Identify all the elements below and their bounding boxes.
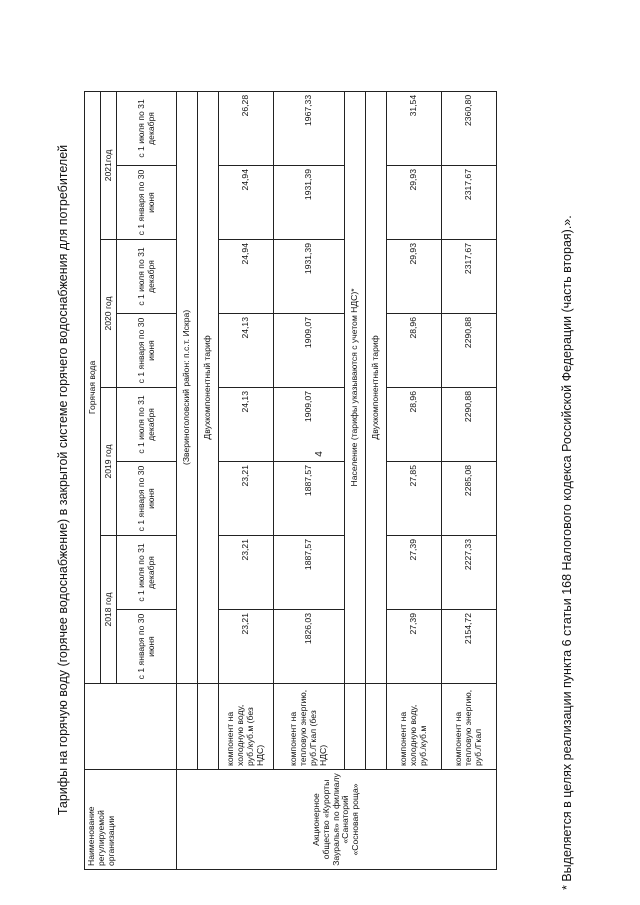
tariff-value: 1931,39: [274, 166, 345, 240]
tariff-value: 1826,03: [274, 610, 345, 684]
tariff-value: 24,13: [219, 314, 274, 388]
org-column-header: Наименование регулируемой организации: [85, 770, 177, 870]
tariff-value: 29,93: [387, 240, 442, 314]
period-header: с 1 января по 30 июня: [117, 610, 177, 684]
tariff-value: 2285,08: [442, 462, 497, 536]
period-header: с 1 июля по 31 декабря: [117, 91, 177, 165]
row-label: компонент на тепловую энергию, руб./Гкал: [442, 684, 497, 770]
tariff-value: 2227,33: [442, 536, 497, 610]
tariff-value: 1887,57: [274, 462, 345, 536]
section-spacer: [345, 684, 366, 770]
period-header: с 1 января по 30 июня: [117, 314, 177, 388]
row-label: компонент на холодную воду, руб./куб.м (без НДС): [219, 684, 274, 770]
tariff-value: 27,39: [387, 610, 442, 684]
tariff-value: 1909,07: [274, 388, 345, 462]
tariff-value: 2290,88: [442, 388, 497, 462]
tariff-value: 23,21: [219, 462, 274, 536]
tariff-value: 2360,80: [442, 91, 497, 165]
row-label: компонент на холодную воду, руб./куб.м: [387, 684, 442, 770]
rotated-content: [50, 70, 590, 890]
tariff-value: 27,85: [387, 462, 442, 536]
tariff-value: 2154,72: [442, 610, 497, 684]
footnote: * Выделяется в целях реализации пункта 6 статьи 168 Налогового кодекса Российской Федерации (часть вторая).».: [560, 215, 574, 890]
tariff-value: 23,21: [219, 610, 274, 684]
tariff-value: 26,28: [219, 91, 274, 165]
section-heading: Население (тарифы указываются с учетом НДС)*: [345, 91, 366, 683]
page-number: 4: [314, 451, 325, 457]
tariff-value: 2290,88: [442, 314, 497, 388]
tariff-value: 2317,67: [442, 166, 497, 240]
year-header: 2019 год: [101, 388, 117, 536]
tariff-value: 1887,57: [274, 536, 345, 610]
tariff-value: 24,13: [219, 388, 274, 462]
tariff-table: [84, 91, 497, 870]
year-header: 2020 год: [101, 240, 117, 388]
tariff-value: 1967,33: [274, 91, 345, 165]
tariff-value: 24,94: [219, 240, 274, 314]
tariff-value: 1909,07: [274, 314, 345, 388]
tariff-value: 28,96: [387, 314, 442, 388]
tariff-value: 2317,67: [442, 240, 497, 314]
component-column-header: [85, 684, 177, 770]
document-title: Тарифы на горячую воду (горячее водоснабжение) в закрытой системе горячего водоснабжения для потребителей: [56, 144, 70, 816]
period-header: с 1 июля по 31 декабря: [117, 388, 177, 462]
section-spacer: [177, 684, 198, 770]
tariff-value: 31,54: [387, 91, 442, 165]
tariff-type-heading: Двухкомпонентный тариф: [198, 91, 219, 683]
tariff-value: 23,21: [219, 536, 274, 610]
section-heading: (Звериноголовский район: п.с.т. Искра): [177, 91, 198, 683]
period-header: с 1 июля по 31 декабря: [117, 536, 177, 610]
section-spacer: [198, 684, 219, 770]
period-header: с 1 января по 30 июня: [117, 462, 177, 536]
tariff-value: 29,93: [387, 166, 442, 240]
year-header: 2018 год: [101, 536, 117, 684]
row-label: компонент на тепловую энергию, руб./Гкал (без НДС): [274, 684, 345, 770]
section-spacer: [366, 684, 387, 770]
hot-water-header: Горячая вода: [85, 91, 101, 683]
tariff-value: 27,39: [387, 536, 442, 610]
tariff-value: 1931,39: [274, 240, 345, 314]
period-header: с 1 июля по 31 декабря: [117, 240, 177, 314]
landscape-page: [50, 70, 590, 890]
organization-name: Акционерное общество «Курорты Зауралья» по филиалу «Санаторий «Сосновая роща»: [177, 770, 497, 870]
period-header: с 1 января по 30 июня: [117, 166, 177, 240]
tariff-value: 24,94: [219, 166, 274, 240]
tariff-value: 28,96: [387, 388, 442, 462]
tariff-type-heading: Двухкомпонентный тариф: [366, 91, 387, 683]
year-header: 2021год: [101, 91, 117, 239]
